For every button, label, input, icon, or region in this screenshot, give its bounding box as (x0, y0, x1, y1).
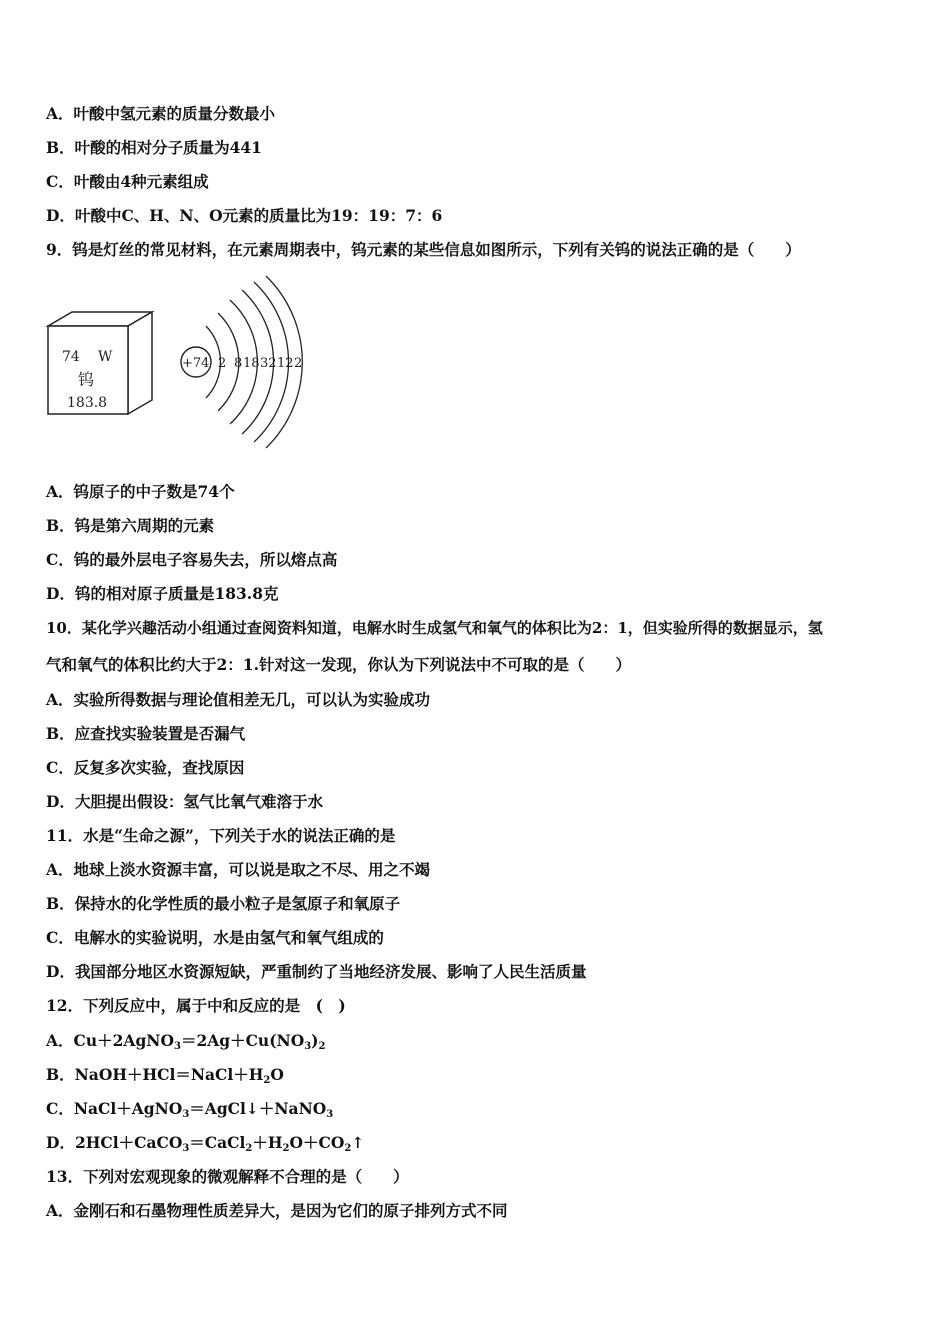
option-letter: D． (46, 1133, 75, 1152)
atomic-mass: 183.8 (67, 395, 108, 411)
q10-option-a: A．实验所得数据与理论值相差无几，可以认为实验成功 (46, 690, 431, 709)
q10-option-b: B．应查找实验装置是否漏气 (46, 724, 246, 743)
q12-option-d (46, 1131, 364, 1154)
formula-part: ＝2Ag＋Cu(NO (180, 1031, 305, 1050)
formula-part: O (270, 1065, 284, 1084)
formula-part: ) (311, 1031, 319, 1050)
shell-1-electrons: 2 (218, 356, 227, 371)
element-symbol: W (98, 349, 113, 365)
formula-part: NaOH＋HCl＝NaCl＋H (74, 1065, 264, 1084)
q11-option-d: D．我国部分地区水资源短缺，严重制约了当地经济发展、影响了人民生活质量 (46, 962, 587, 981)
q9-option-a: A．钨原子的中子数是74个 (46, 482, 235, 501)
element-name: 钨 (78, 370, 95, 389)
formula-part: ↑ (351, 1133, 365, 1152)
q12-option-a (46, 1029, 325, 1052)
option-letter: C． (46, 1099, 74, 1118)
q9-option-b: B．钨是第六周期的元素 (46, 516, 215, 535)
q11-stem: 11．水是“生命之源”，下列关于水的说法正确的是 (46, 826, 396, 845)
q10-option-d: D．大胆提出假设：氢气比氧气难溶于水 (46, 792, 323, 811)
formula-part: ＋H (252, 1133, 283, 1152)
shell-6-electrons: 2 (294, 356, 303, 371)
subscript: 2 (318, 1041, 326, 1052)
q11-option-b: B．保持水的化学性质的最小粒子是氢原子和氧原子 (46, 894, 401, 913)
subscript: 3 (304, 1041, 312, 1052)
q8-option-b: B．叶酸的相对分子质量为441 (46, 138, 262, 157)
q8-option-c: C．叶酸由4种元素组成 (46, 172, 209, 191)
atomic-number: 74 (62, 349, 80, 365)
shell-4-electrons: 32 (260, 356, 277, 371)
q13-option-a: A．金刚石和石墨物理性质差异大，是因为它们的原子排列方式不同 (46, 1201, 508, 1220)
q9-option-c: C．钨的最外层电子容易失去，所以熔点高 (46, 550, 338, 569)
option-letter: B． (46, 1065, 75, 1084)
q8-option-a: A．叶酸中氢元素的质量分数最小 (46, 104, 276, 123)
q12-option-b (46, 1063, 284, 1086)
q10-option-c: C．反复多次实验，查找原因 (46, 758, 245, 777)
atom-structure-diagram (181, 276, 302, 448)
element-card (48, 312, 152, 414)
q12-option-c (46, 1097, 333, 1120)
option-letter: A． (46, 1031, 74, 1050)
subscript: 3 (182, 1143, 190, 1154)
q8-option-d: D．叶酸中C、H、N、O元素的质量比为19：19：7：6 (46, 206, 443, 225)
subscript: 3 (173, 1041, 181, 1052)
formula-part: Cu＋2AgNO (73, 1031, 174, 1050)
formula-part: O＋CO (289, 1133, 345, 1152)
q11-option-c: C．电解水的实验说明，水是由氢气和氧气组成的 (46, 928, 384, 947)
formula-part: ＝AgCl↓＋NaNO (189, 1099, 327, 1118)
subscript: 2 (263, 1075, 271, 1086)
formula-part: 2HCl＋CaCO (74, 1133, 183, 1152)
formula-part: ＝CaCl (189, 1133, 246, 1152)
subscript: 3 (182, 1109, 190, 1120)
q9-stem: 9．钨是灯丝的常见材料，在元素周期表中，钨元素的某些信息如图所示，下列有关钨的说法正确的是（ ） (46, 240, 801, 259)
nuclear-charge: +74 (182, 356, 210, 371)
shell-2-electrons: 8 (234, 356, 243, 371)
shell-3-electrons: 18 (243, 356, 260, 371)
q9-option-d: D．钨的相对原子质量是183.8克 (46, 584, 279, 603)
tungsten-figure (40, 270, 330, 450)
shell-5-electrons: 12 (277, 356, 294, 371)
subscript: 2 (245, 1143, 253, 1154)
q11-option-a: A．地球上淡水资源丰富，可以说是取之不尽、用之不竭 (46, 860, 431, 879)
q10-stem-line1: 10．某化学兴趣活动小组通过查阅资料知道，电解水时生成氢气和氧气的体积比为2：1，但实验所得的数据显示，氢 (46, 619, 823, 637)
q12-stem: 12．下列反应中，属于中和反应的是 ( ) (46, 996, 346, 1015)
subscript: 2 (344, 1143, 352, 1154)
formula-part: NaCl＋AgNO (73, 1099, 183, 1118)
subscript: 2 (282, 1143, 290, 1154)
q13-stem: 13．下列对宏观现象的微观解释不合理的是（ ） (46, 1167, 409, 1186)
q10-stem-line2: 气和氧气的体积比约大于2：1.针对这一发现，你认为下列说法中不可取的是（ ） (46, 655, 631, 674)
subscript: 3 (326, 1109, 334, 1120)
